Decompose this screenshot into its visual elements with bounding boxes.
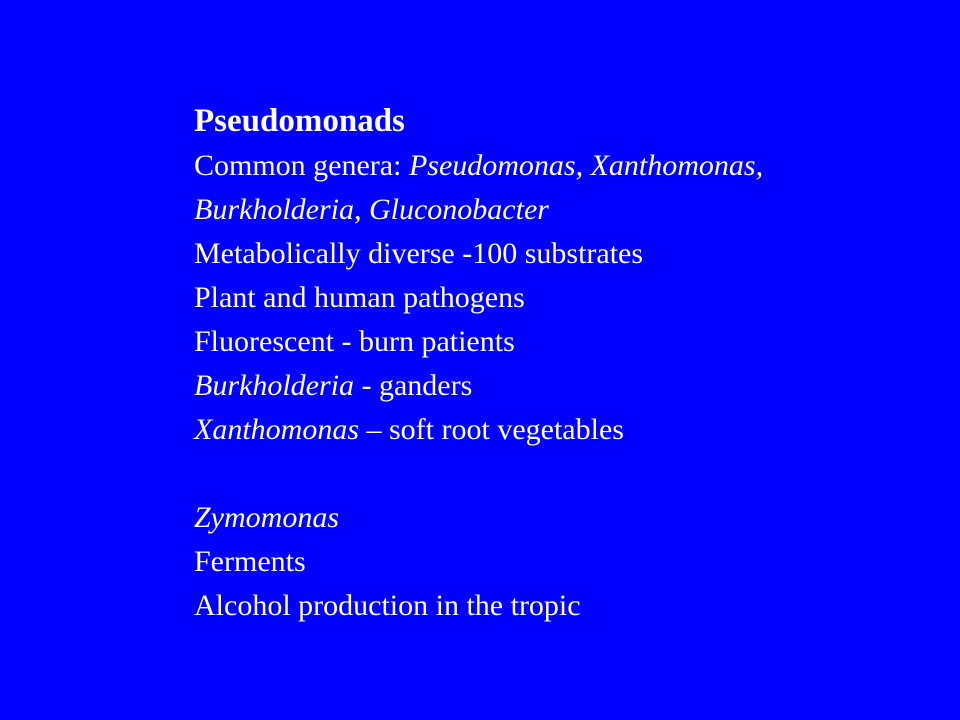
burkholderia-genus: Burkholderia [194,369,354,402]
common-genera-line [194,144,934,188]
burkholderia-note: - ganders [353,369,473,402]
burkholderia-line [194,364,934,408]
section-title-zymomonas [194,496,934,540]
xanthomonas-line [194,408,934,452]
pathogens-line: Plant and human pathogens [194,281,525,314]
xanthomonas-note: – soft root vegetables [359,413,624,446]
common-genera-list-part1: Pseudomonas, Xanthomonas, [408,149,764,182]
fluorescent-line: Fluorescent - burn patients [194,325,515,358]
alcohol-line: Alcohol production in the tropic [194,589,581,622]
section-title-pseudomonads: Pseudomonads [194,103,405,139]
slide-content [194,98,934,628]
metabolic-line: Metabolically diverse -100 substrates [194,237,644,270]
common-genera-list-part2: Burkholderia, Gluconobacter [194,193,549,226]
ferments-line: Ferments [194,545,306,578]
section-spacer [194,452,934,496]
xanthomonas-genus: Xanthomonas [194,413,359,446]
common-genera-line-2 [194,188,934,232]
common-genera-prefix: Common genera: [194,149,409,182]
zymomonas-genus: Zymomonas [194,501,340,534]
